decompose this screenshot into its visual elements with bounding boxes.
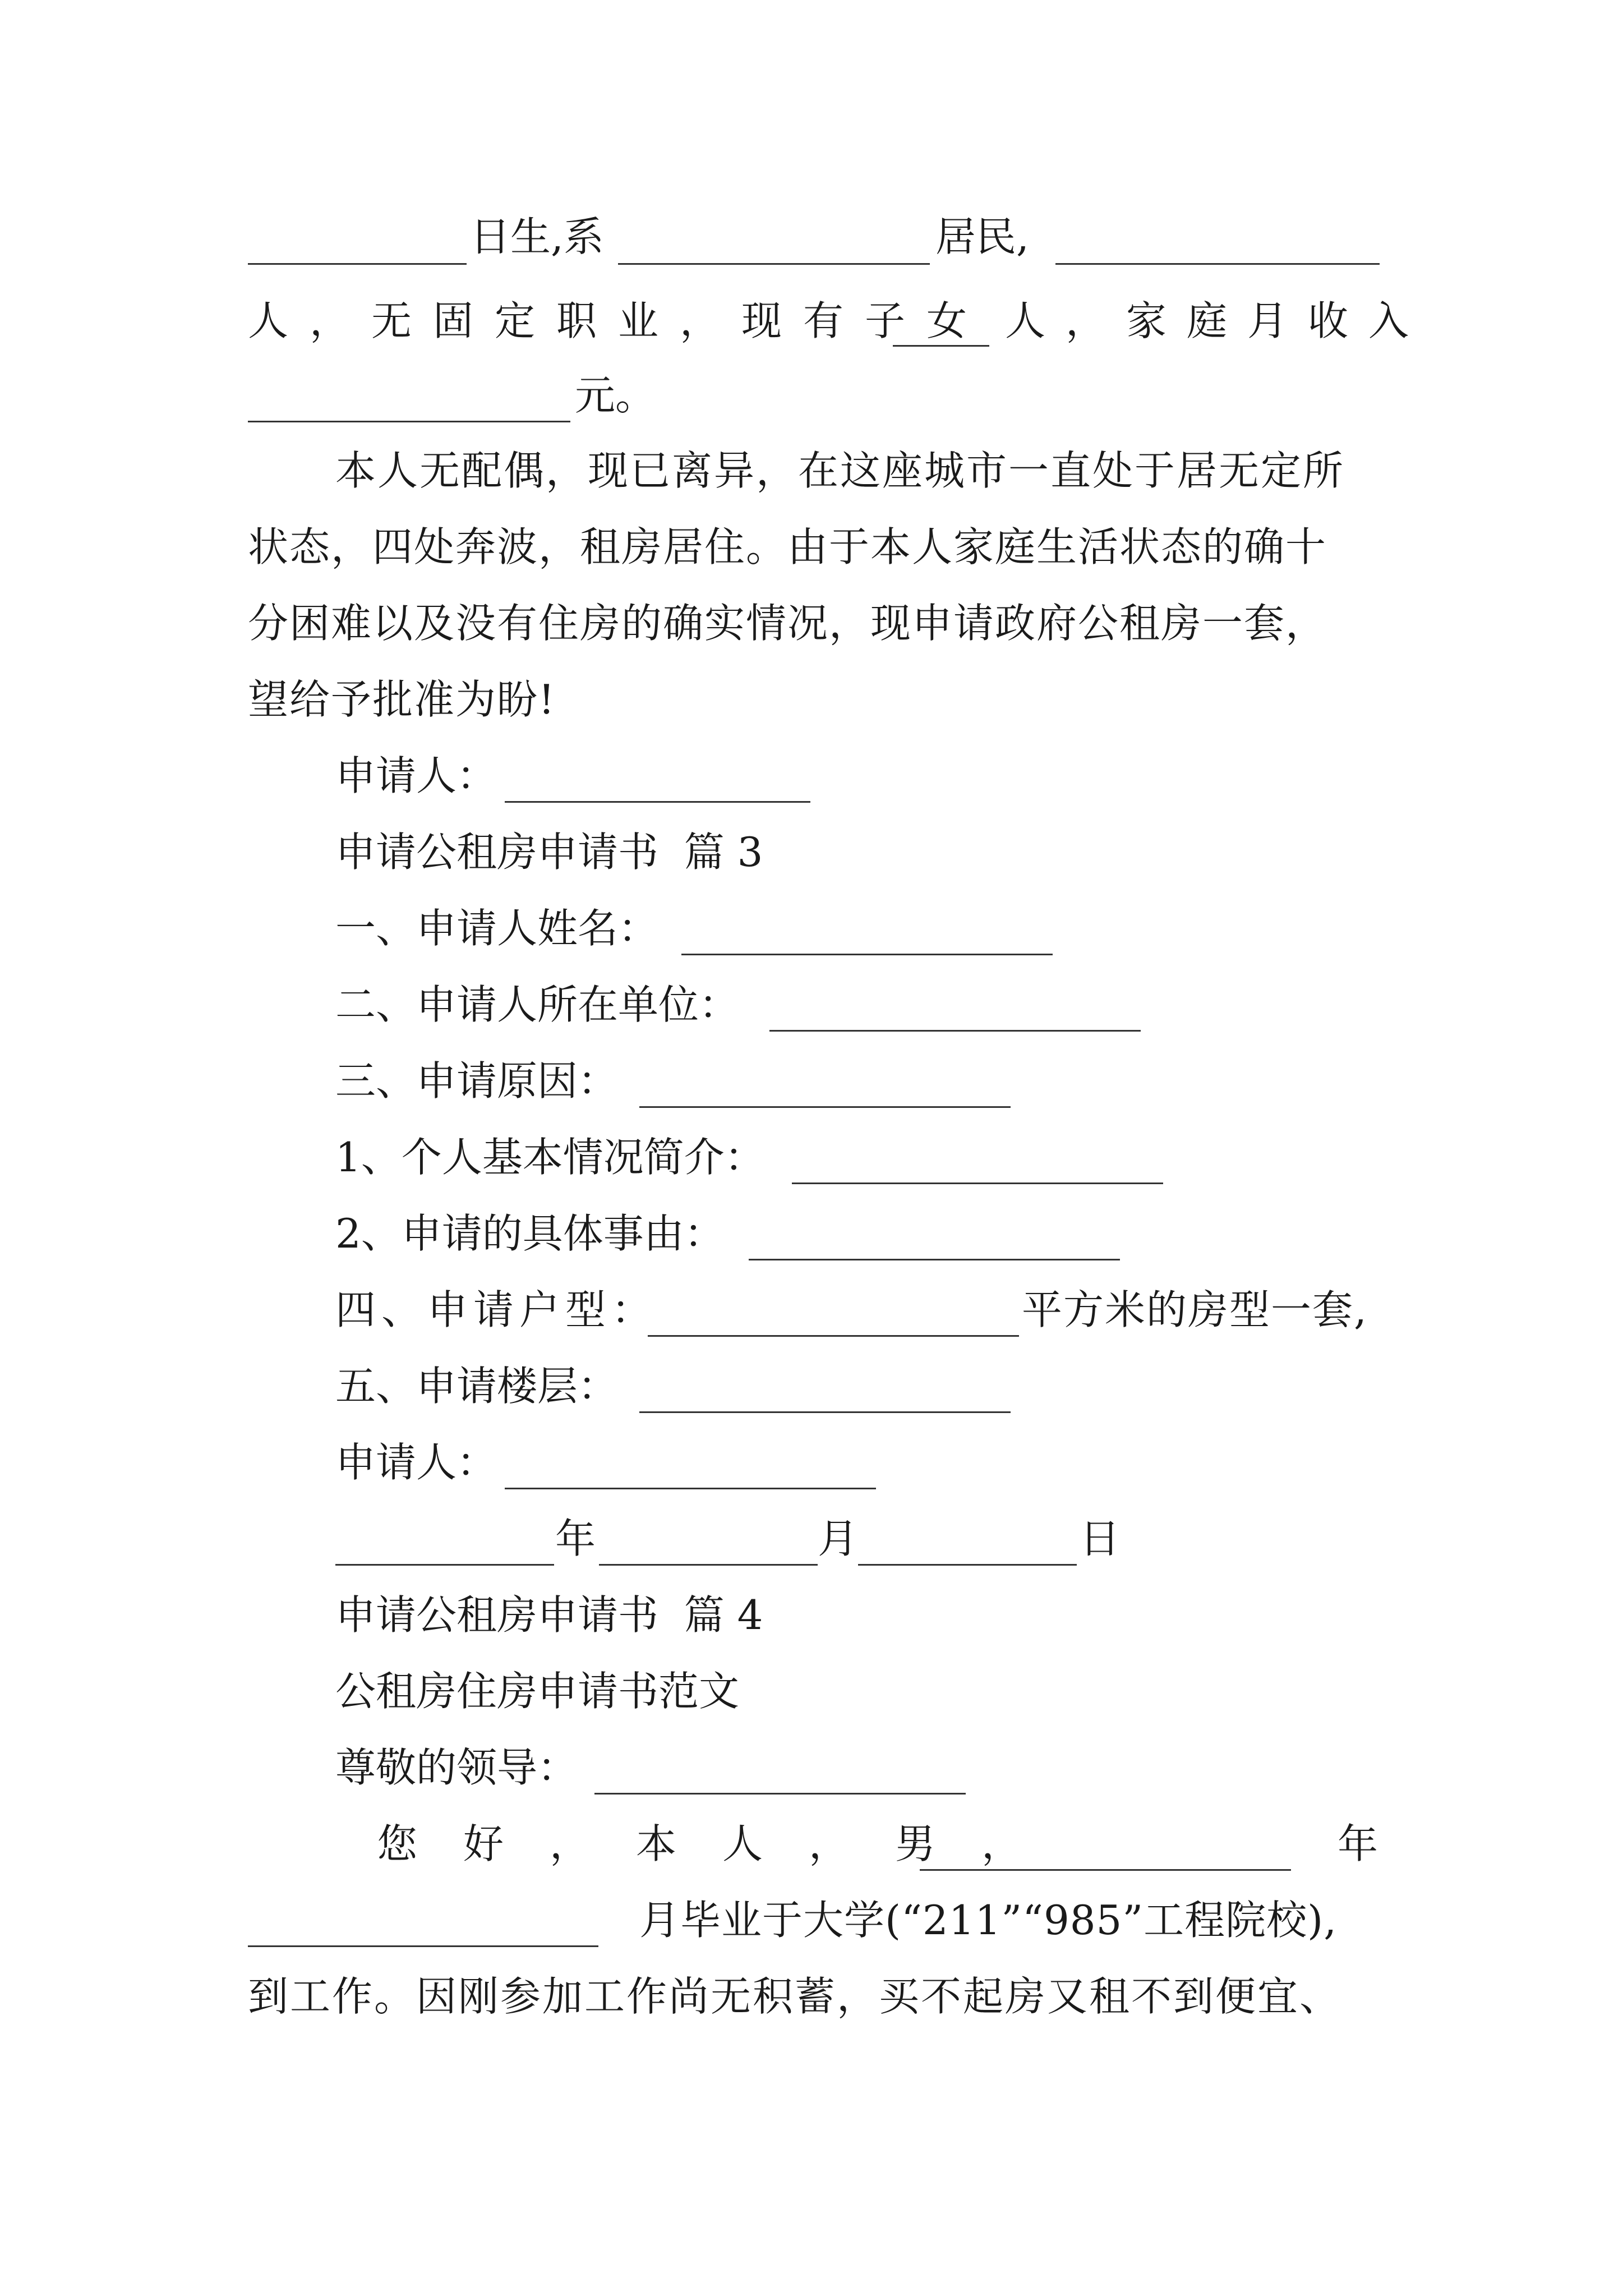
text-line [0, 1120, 1623, 1195]
text-span: 月毕业于大学(“211”“985”工程院校), [639, 1897, 1338, 1944]
text-span: 平方米的房型一套, [1022, 1286, 1368, 1333]
fill-in-blank [335, 1564, 554, 1566]
text-span: 状态，四处奔波，租房居住。由于本人家庭生活状态的确十 [248, 523, 1327, 570]
text-line [0, 283, 1623, 358]
fill-in-blank [248, 263, 467, 265]
fill-in-blank [920, 1869, 1291, 1871]
month-label: 月 [818, 1515, 859, 1562]
text-line [0, 586, 1623, 661]
fill-in-blank [248, 1945, 598, 1947]
text-span: 申请公租房申请书 篇 4 [335, 1591, 763, 1639]
text-span: 公租房住房申请书范文 [335, 1668, 740, 1715]
fill-in-blank [639, 1106, 1011, 1108]
section-heading [0, 1577, 1623, 1653]
text-line [0, 891, 1623, 966]
text-span: 1、个人基本情况简介： [335, 1134, 765, 1181]
text-span: 一、申请人姓名： [335, 905, 659, 952]
text-span: 望给予批准为盼! [248, 676, 556, 723]
text-line [0, 1806, 1623, 1881]
text-span: 年 [1338, 1820, 1378, 1867]
text-line [0, 1272, 1623, 1347]
fill-in-blank [749, 1259, 1120, 1260]
fill-in-blank [893, 345, 989, 347]
text-line [0, 1883, 1623, 1958]
text-line [0, 738, 1623, 813]
text-span: 日生,系 [470, 213, 604, 260]
text-span: 申请人： [335, 752, 497, 799]
text-span: 分困难以及没有住房的确实情况，现申请政府公租房一套， [248, 600, 1327, 647]
fill-in-blank [599, 1564, 818, 1566]
text-line [0, 662, 1623, 737]
text-line [0, 1959, 1623, 2034]
text-span: 申请公租房申请书 篇 3 [335, 829, 763, 876]
year-label: 年 [555, 1515, 596, 1562]
text-span: 三、申请原因： [335, 1057, 619, 1105]
fill-in-blank [618, 263, 930, 265]
fill-in-blank [505, 1488, 876, 1489]
fill-in-blank [594, 1793, 966, 1795]
text-line [0, 1196, 1623, 1271]
fill-in-blank [792, 1182, 1163, 1184]
text-span: 您好，本人，男， [377, 1820, 1068, 1867]
text-span: 尊敬的领导： [335, 1744, 578, 1791]
text-span: 四、申请户型： [335, 1286, 658, 1333]
fill-in-blank [858, 1564, 1077, 1566]
fill-in-blank [681, 954, 1053, 955]
text-span: 到工作。因刚参加工作尚无积蓄，买不起房又租不到便宜、 [248, 1973, 1342, 2020]
text-line [0, 1730, 1623, 1805]
text-line [0, 433, 1623, 508]
text-line [0, 1654, 1623, 1729]
text-span: 申请人： [335, 1439, 497, 1486]
date-line [0, 1501, 1623, 1576]
text-span: 人，无固定职业，现有子女 [248, 297, 989, 344]
fill-in-blank [639, 1411, 1011, 1413]
fill-in-blank [248, 421, 570, 422]
text-span: 人，家庭月收入 [1005, 297, 1430, 344]
text-span: 2、申请的具体事由： [335, 1210, 725, 1257]
text-span: 本人无配偶，现已离异，在这座城市一直处于居无定所 [335, 447, 1345, 494]
text-line [0, 1043, 1623, 1119]
text-line [0, 1349, 1623, 1424]
text-line [0, 358, 1623, 433]
fill-in-blank [648, 1335, 1019, 1337]
text-line [0, 199, 1623, 274]
text-line [0, 509, 1623, 585]
day-label: 日 [1080, 1515, 1121, 1562]
text-span: 居民, [935, 213, 1029, 260]
text-line [0, 967, 1623, 1042]
text-span: 元。 [575, 372, 656, 419]
fill-in-blank [769, 1030, 1141, 1032]
text-span: 二、申请人所在单位： [335, 981, 740, 1028]
text-span: 五、申请楼层： [335, 1363, 619, 1410]
section-heading [0, 815, 1623, 890]
fill-in-blank [505, 801, 810, 803]
fill-in-blank [1055, 263, 1380, 265]
text-line [0, 1425, 1623, 1500]
